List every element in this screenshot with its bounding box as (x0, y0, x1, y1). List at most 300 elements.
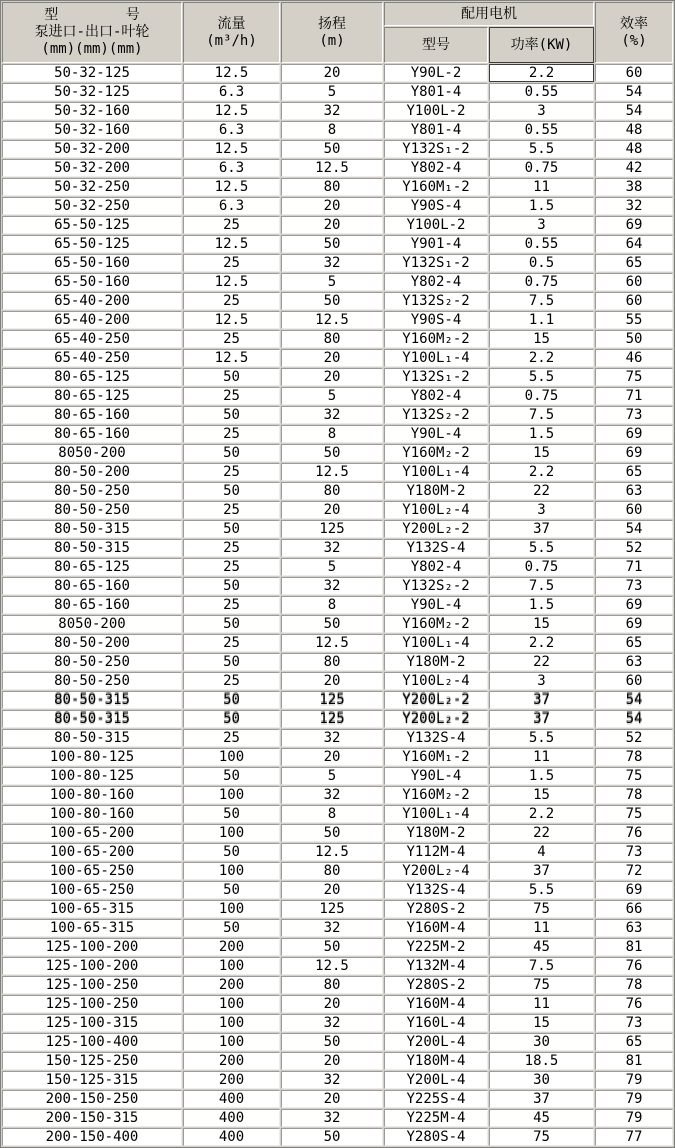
cell-flow-rate: 12.5 (183, 235, 280, 253)
cell-motor-power: 3 (489, 216, 594, 234)
cell-pump-model: 50-32-250 (2, 197, 182, 215)
cell-motor-power: 37 (489, 691, 594, 709)
cell-flow-rate: 400 (183, 1128, 280, 1146)
cell-pump-model: 50-32-125 (2, 83, 182, 101)
cell-efficiency: 72 (595, 862, 673, 880)
cell-flow-rate: 25 (183, 634, 280, 652)
cell-pump-model: 125-100-200 (2, 957, 182, 975)
cell-flow-rate: 6.3 (183, 159, 280, 177)
cell-motor-model: Y200L₂-2 (384, 520, 488, 538)
cell-motor-model: Y100L₁-4 (384, 805, 488, 823)
cell-motor-model: Y90L-4 (384, 425, 488, 443)
cell-flow-rate: 25 (183, 216, 280, 234)
cell-efficiency: 52 (595, 539, 673, 557)
cell-motor-model: Y200L-4 (384, 1071, 488, 1089)
table-row (2, 178, 673, 196)
table-row (2, 824, 673, 842)
header-motor-group: 配用电机 (384, 2, 594, 26)
cell-efficiency: 79 (595, 1090, 673, 1108)
cell-pump-model: 100-65-315 (2, 900, 182, 918)
cell-head: 20 (281, 748, 383, 766)
cell-motor-power: 0.55 (489, 121, 594, 139)
cell-flow-rate: 12.5 (183, 102, 280, 120)
cell-pump-model: 100-80-160 (2, 786, 182, 804)
cell-pump-model: 8050-200 (2, 615, 182, 633)
cell-head: 8 (281, 596, 383, 614)
cell-motor-model: Y90S-4 (384, 197, 488, 215)
cell-head: 12.5 (281, 634, 383, 652)
cell-head: 20 (281, 64, 383, 82)
table-row (2, 330, 673, 348)
cell-motor-power: 7.5 (489, 292, 594, 310)
cell-head: 125 (281, 710, 383, 728)
cell-pump-model: 100-80-125 (2, 748, 182, 766)
cell-efficiency: 73 (595, 406, 673, 424)
cell-efficiency: 48 (595, 140, 673, 158)
cell-pump-model: 50-32-160 (2, 102, 182, 120)
cell-motor-model: Y200L₂-4 (384, 862, 488, 880)
cell-efficiency: 73 (595, 843, 673, 861)
cell-pump-model: 80-50-315 (2, 520, 182, 538)
cell-motor-power: 4 (489, 843, 594, 861)
cell-motor-power: 0.5 (489, 254, 594, 272)
cell-pump-model: 100-65-250 (2, 881, 182, 899)
cell-head: 125 (281, 691, 383, 709)
cell-pump-model: 8050-200 (2, 444, 182, 462)
cell-head: 50 (281, 938, 383, 956)
cell-flow-rate: 100 (183, 824, 280, 842)
cell-efficiency: 54 (595, 83, 673, 101)
cell-pump-model: 80-50-250 (2, 672, 182, 690)
cell-motor-model: Y100L₂-4 (384, 501, 488, 519)
cell-efficiency: 71 (595, 387, 673, 405)
header-head (281, 2, 383, 63)
cell-efficiency: 54 (595, 520, 673, 538)
cell-flow-rate: 12.5 (183, 311, 280, 329)
cell-motor-power: 15 (489, 786, 594, 804)
cell-motor-model: Y90L-4 (384, 767, 488, 785)
cell-motor-model: Y132S₂-2 (384, 406, 488, 424)
cell-motor-model: Y280S-2 (384, 976, 488, 994)
table-header (2, 2, 673, 63)
cell-motor-power: 5.5 (489, 881, 594, 899)
table-row (2, 1071, 673, 1089)
cell-efficiency: 76 (595, 995, 673, 1013)
table-row (2, 254, 673, 272)
cell-head: 20 (281, 1052, 383, 1070)
cell-motor-power: 2.2 (489, 634, 594, 652)
cell-motor-model: Y200L₂-2 (384, 710, 488, 728)
cell-pump-model: 80-50-250 (2, 482, 182, 500)
cell-pump-model: 80-65-160 (2, 425, 182, 443)
cell-head: 20 (281, 501, 383, 519)
table-row (2, 444, 673, 462)
cell-flow-rate: 200 (183, 1052, 280, 1070)
cell-flow-rate: 50 (183, 577, 280, 595)
cell-pump-model: 100-80-160 (2, 805, 182, 823)
cell-motor-model: Y112M-4 (384, 843, 488, 861)
table-row (2, 349, 673, 367)
cell-head: 20 (281, 368, 383, 386)
cell-flow-rate: 12.5 (183, 178, 280, 196)
table-row (2, 862, 673, 880)
cell-head: 5 (281, 273, 383, 291)
cell-head: 50 (281, 140, 383, 158)
cell-motor-power: 37 (489, 520, 594, 538)
table-row (2, 558, 673, 576)
cell-motor-power: 15 (489, 1014, 594, 1032)
cell-efficiency: 75 (595, 767, 673, 785)
cell-pump-model: 80-65-125 (2, 558, 182, 576)
cell-flow-rate: 200 (183, 976, 280, 994)
cell-motor-power: 5.5 (489, 539, 594, 557)
cell-head: 12.5 (281, 843, 383, 861)
cell-flow-rate: 25 (183, 501, 280, 519)
cell-pump-model: 80-65-125 (2, 368, 182, 386)
header-motor-model: 型号 (384, 27, 488, 63)
cell-efficiency: 32 (595, 197, 673, 215)
cell-flow-rate: 200 (183, 938, 280, 956)
cell-pump-model: 150-125-315 (2, 1071, 182, 1089)
cell-motor-model: Y100L₂-4 (384, 672, 488, 690)
cell-motor-power: 37 (489, 862, 594, 880)
header-pump-model-units: (mm)(mm)(mm) (41, 41, 143, 57)
header-motor-power: 功率(KW) (489, 27, 594, 63)
cell-motor-power: 11 (489, 995, 594, 1013)
cell-motor-power: 15 (489, 330, 594, 348)
cell-flow-rate: 25 (183, 729, 280, 747)
table-row (2, 919, 673, 937)
cell-motor-model: Y160M-4 (384, 919, 488, 937)
cell-head: 5 (281, 558, 383, 576)
cell-flow-rate: 50 (183, 843, 280, 861)
table-row (2, 995, 673, 1013)
cell-pump-model: 65-40-200 (2, 311, 182, 329)
cell-motor-power: 2.2 (489, 805, 594, 823)
cell-pump-model: 80-50-315 (2, 710, 182, 728)
cell-motor-model: Y90L-4 (384, 596, 488, 614)
cell-efficiency: 77 (595, 1128, 673, 1146)
cell-flow-rate: 25 (183, 539, 280, 557)
cell-flow-rate: 12.5 (183, 64, 280, 82)
cell-pump-model: 125-100-250 (2, 995, 182, 1013)
cell-motor-model: Y100L₁-4 (384, 463, 488, 481)
cell-pump-model: 65-40-250 (2, 349, 182, 367)
table-row (2, 900, 673, 918)
cell-flow-rate: 25 (183, 672, 280, 690)
cell-motor-model: Y160L-4 (384, 1014, 488, 1032)
cell-flow-rate: 12.5 (183, 140, 280, 158)
cell-motor-power: 75 (489, 976, 594, 994)
cell-motor-model: Y132S₂-2 (384, 292, 488, 310)
cell-motor-power: 1.5 (489, 596, 594, 614)
table-row (2, 976, 673, 994)
cell-efficiency: 73 (595, 577, 673, 595)
cell-efficiency: 65 (595, 254, 673, 272)
cell-efficiency: 69 (595, 881, 673, 899)
cell-motor-power: 11 (489, 178, 594, 196)
cell-pump-model: 65-50-125 (2, 216, 182, 234)
cell-flow-rate: 25 (183, 292, 280, 310)
table-row (2, 634, 673, 652)
cell-pump-model: 80-50-200 (2, 463, 182, 481)
cell-efficiency: 38 (595, 178, 673, 196)
table-row (2, 1033, 673, 1051)
cell-motor-model: Y801-4 (384, 83, 488, 101)
header-pump-model-sub: 泵进口-出口-叶轮 (34, 24, 150, 40)
cell-motor-power: 0.75 (489, 387, 594, 405)
cell-motor-model: Y90S-4 (384, 311, 488, 329)
cell-motor-power: 11 (489, 748, 594, 766)
cell-motor-model: Y160M₁-2 (384, 178, 488, 196)
cell-flow-rate: 100 (183, 900, 280, 918)
cell-motor-model: Y802-4 (384, 558, 488, 576)
table-row (2, 292, 673, 310)
cell-efficiency: 79 (595, 1109, 673, 1127)
cell-pump-model: 100-80-125 (2, 767, 182, 785)
header-efficiency-title: 效率 (620, 15, 648, 32)
cell-pump-model: 50-32-125 (2, 64, 182, 82)
table-row (2, 273, 673, 291)
cell-head: 12.5 (281, 159, 383, 177)
cell-motor-model: Y225M-4 (384, 1109, 488, 1127)
table-row (2, 235, 673, 253)
table-row (2, 64, 673, 82)
cell-head: 12.5 (281, 463, 383, 481)
cell-pump-model: 65-50-160 (2, 254, 182, 272)
table-row (2, 957, 673, 975)
table-row (2, 748, 673, 766)
table-row (2, 216, 673, 234)
header-flow-rate (183, 2, 280, 63)
cell-flow-rate: 50 (183, 767, 280, 785)
table-row (2, 653, 673, 671)
cell-motor-power: 11 (489, 919, 594, 937)
cell-motor-power: 2.2 (489, 349, 594, 367)
cell-flow-rate: 50 (183, 805, 280, 823)
cell-motor-model: Y200L₂-2 (384, 691, 488, 709)
cell-flow-rate: 100 (183, 1014, 280, 1032)
cell-flow-rate: 6.3 (183, 121, 280, 139)
cell-pump-model: 100-65-315 (2, 919, 182, 937)
cell-head: 12.5 (281, 957, 383, 975)
cell-head: 50 (281, 1033, 383, 1051)
cell-motor-model: Y132S₁-2 (384, 140, 488, 158)
cell-efficiency: 54 (595, 710, 673, 728)
cell-motor-model: Y90L-2 (384, 64, 488, 82)
cell-flow-rate: 25 (183, 463, 280, 481)
cell-efficiency: 69 (595, 615, 673, 633)
cell-motor-power: 0.75 (489, 273, 594, 291)
cell-flow-rate: 50 (183, 368, 280, 386)
cell-flow-rate: 50 (183, 520, 280, 538)
cell-motor-model: Y100L-2 (384, 102, 488, 120)
cell-flow-rate: 100 (183, 786, 280, 804)
header-head-title: 扬程 (318, 15, 346, 32)
table-row (2, 539, 673, 557)
table-row (2, 387, 673, 405)
cell-motor-model: Y132S-4 (384, 881, 488, 899)
cell-flow-rate: 50 (183, 615, 280, 633)
cell-motor-power: 0.55 (489, 235, 594, 253)
header-efficiency (595, 2, 673, 63)
cell-head: 32 (281, 1109, 383, 1127)
cell-motor-model: Y225M-2 (384, 938, 488, 956)
table-row (2, 938, 673, 956)
cell-efficiency: 79 (595, 1071, 673, 1089)
cell-efficiency: 81 (595, 938, 673, 956)
cell-efficiency: 60 (595, 501, 673, 519)
cell-efficiency: 69 (595, 444, 673, 462)
cell-flow-rate: 25 (183, 254, 280, 272)
cell-efficiency: 60 (595, 672, 673, 690)
cell-head: 5 (281, 83, 383, 101)
cell-motor-power: 3 (489, 501, 594, 519)
cell-head: 125 (281, 900, 383, 918)
cell-flow-rate: 100 (183, 957, 280, 975)
table-row (2, 159, 673, 177)
cell-flow-rate: 400 (183, 1109, 280, 1127)
cell-pump-model: 150-125-250 (2, 1052, 182, 1070)
cell-pump-model: 125-100-400 (2, 1033, 182, 1051)
cell-pump-model: 200-150-400 (2, 1128, 182, 1146)
cell-head: 32 (281, 102, 383, 120)
table-row (2, 729, 673, 747)
table-row (2, 520, 673, 538)
table-row (2, 672, 673, 690)
cell-pump-model: 65-50-160 (2, 273, 182, 291)
cell-motor-model: Y901-4 (384, 235, 488, 253)
table-row (2, 805, 673, 823)
cell-flow-rate: 100 (183, 862, 280, 880)
cell-efficiency: 50 (595, 330, 673, 348)
cell-motor-model: Y160M₂-2 (384, 615, 488, 633)
cell-efficiency: 65 (595, 634, 673, 652)
cell-motor-model: Y160M₂-2 (384, 444, 488, 462)
cell-pump-model: 50-32-250 (2, 178, 182, 196)
cell-pump-model: 80-65-160 (2, 577, 182, 595)
cell-flow-rate: 12.5 (183, 273, 280, 291)
cell-motor-power: 0.75 (489, 558, 594, 576)
cell-efficiency: 76 (595, 824, 673, 842)
cell-motor-power: 7.5 (489, 406, 594, 424)
cell-pump-model: 80-50-315 (2, 539, 182, 557)
cell-flow-rate: 50 (183, 444, 280, 462)
cell-pump-model: 65-50-125 (2, 235, 182, 253)
table-row (2, 615, 673, 633)
cell-motor-power: 7.5 (489, 577, 594, 595)
cell-head: 80 (281, 976, 383, 994)
cell-motor-power: 22 (489, 482, 594, 500)
cell-motor-power: 2.2 (489, 64, 594, 82)
table-row (2, 577, 673, 595)
cell-motor-power: 15 (489, 615, 594, 633)
cell-head: 50 (281, 1128, 383, 1146)
cell-head: 50 (281, 292, 383, 310)
table-row (2, 596, 673, 614)
cell-motor-power: 22 (489, 653, 594, 671)
cell-efficiency: 75 (595, 368, 673, 386)
cell-pump-model: 125-100-200 (2, 938, 182, 956)
cell-head: 50 (281, 235, 383, 253)
cell-motor-power: 18.5 (489, 1052, 594, 1070)
cell-efficiency: 69 (595, 425, 673, 443)
cell-efficiency: 81 (595, 1052, 673, 1070)
cell-pump-model: 125-100-250 (2, 976, 182, 994)
cell-motor-power: 1.5 (489, 767, 594, 785)
cell-pump-model: 65-40-250 (2, 330, 182, 348)
cell-efficiency: 66 (595, 900, 673, 918)
cell-head: 8 (281, 425, 383, 443)
cell-motor-power: 3 (489, 672, 594, 690)
header-pump-model-title: 型 号 (44, 7, 140, 23)
cell-flow-rate: 6.3 (183, 83, 280, 101)
cell-motor-power: 30 (489, 1033, 594, 1051)
cell-efficiency: 42 (595, 159, 673, 177)
cell-motor-power: 45 (489, 1109, 594, 1127)
cell-pump-model: 65-40-200 (2, 292, 182, 310)
cell-pump-model: 80-50-315 (2, 691, 182, 709)
cell-head: 8 (281, 805, 383, 823)
cell-motor-model: Y180M-2 (384, 824, 488, 842)
cell-motor-model: Y802-4 (384, 387, 488, 405)
table-row (2, 1090, 673, 1108)
table-row (2, 786, 673, 804)
cell-motor-model: Y160M-4 (384, 995, 488, 1013)
cell-pump-model: 100-65-200 (2, 824, 182, 842)
header-flow-rate-title: 流量 (217, 15, 246, 32)
cell-flow-rate: 200 (183, 1071, 280, 1089)
cell-flow-rate: 50 (183, 881, 280, 899)
cell-motor-model: Y801-4 (384, 121, 488, 139)
cell-flow-rate: 100 (183, 995, 280, 1013)
cell-flow-rate: 50 (183, 919, 280, 937)
cell-motor-model: Y160M₁-2 (384, 748, 488, 766)
header-pump-model (2, 2, 182, 63)
cell-motor-power: 0.75 (489, 159, 594, 177)
cell-motor-power: 75 (489, 900, 594, 918)
cell-flow-rate: 25 (183, 330, 280, 348)
header-flow-rate-units: (m³/h) (206, 32, 257, 49)
cell-efficiency: 71 (595, 558, 673, 576)
cell-head: 32 (281, 1071, 383, 1089)
cell-pump-model: 80-65-160 (2, 406, 182, 424)
cell-motor-model: Y132M-4 (384, 957, 488, 975)
cell-efficiency: 55 (595, 311, 673, 329)
cell-head: 20 (281, 349, 383, 367)
cell-efficiency: 65 (595, 1033, 673, 1051)
table-row (2, 121, 673, 139)
cell-motor-power: 5.5 (489, 729, 594, 747)
cell-pump-model: 200-150-250 (2, 1090, 182, 1108)
cell-pump-model: 80-65-125 (2, 387, 182, 405)
cell-motor-model: Y132S-4 (384, 539, 488, 557)
cell-flow-rate: 400 (183, 1090, 280, 1108)
cell-flow-rate: 50 (183, 691, 280, 709)
table-row (2, 83, 673, 101)
cell-flow-rate: 100 (183, 748, 280, 766)
table-row (2, 311, 673, 329)
cell-efficiency: 54 (595, 102, 673, 120)
cell-flow-rate: 25 (183, 387, 280, 405)
cell-motor-power: 37 (489, 710, 594, 728)
cell-head: 80 (281, 862, 383, 880)
cell-pump-model: 50-32-160 (2, 121, 182, 139)
cell-motor-model: Y802-4 (384, 273, 488, 291)
table-row (2, 691, 673, 709)
cell-motor-power: 2.2 (489, 463, 594, 481)
cell-flow-rate: 25 (183, 425, 280, 443)
